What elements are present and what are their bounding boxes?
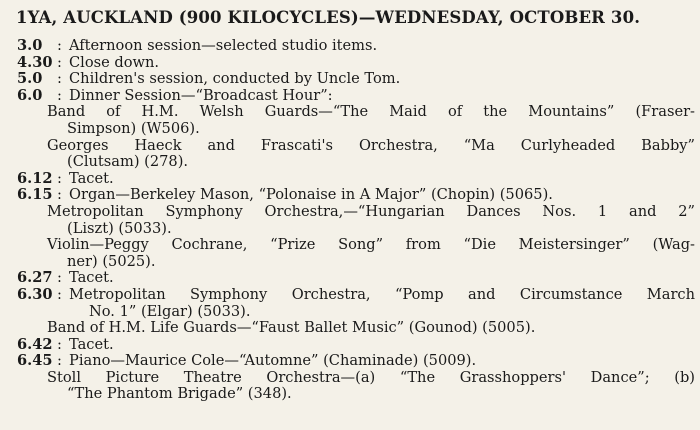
program-entry: [17, 71, 695, 88]
entry-text: Tacet.: [69, 169, 114, 187]
separator: :: [57, 70, 62, 88]
separator: :: [57, 186, 62, 204]
entry-text: Organ—Berkeley Mason, “Polonaise in A Major” (Chopin) (5065).: [69, 186, 553, 204]
time: 6.45: [17, 352, 53, 370]
sub-item-line: “The Phantom Brigade” (348).: [67, 385, 292, 403]
entry-text: Dinner Session—“Broadcast Hour”:: [69, 86, 333, 104]
entry-text: Tacet.: [69, 335, 114, 353]
program-entry: [17, 38, 695, 55]
sub-item-line: (Clutsam) (278).: [67, 153, 189, 171]
sub-item-line: Violin—Peggy Cochrane, “Prize Song” from “Die Meistersinger” (Wag-: [47, 236, 695, 254]
time: 5.0: [17, 70, 43, 88]
separator: :: [57, 169, 62, 187]
time: 6.42: [17, 335, 53, 353]
separator: :: [57, 335, 62, 353]
time: 6.12: [17, 169, 53, 187]
entry-text: Afternoon session—selected studio items.: [69, 37, 378, 54]
time: 6.27: [17, 269, 53, 287]
time: 4.30: [17, 53, 53, 71]
time: 6.30: [17, 285, 53, 303]
program-entry: [17, 337, 695, 354]
entry-body: [69, 287, 695, 320]
program-entry: [17, 270, 695, 287]
sub-item: [17, 204, 695, 237]
sub-item: [17, 237, 695, 270]
sub-item-line: ner) (5025).: [67, 252, 156, 270]
sub-item-line: Band of H.M. Welsh Guards—“The Maid of the Mountains” (Fraser-: [47, 103, 695, 121]
separator: :: [57, 269, 62, 287]
program-entry: [17, 353, 695, 370]
program-entry: [17, 171, 695, 188]
station-heading: 1YA, AUCKLAND (900 KILOCYCLES)—WEDNESDAY, OCTOBER 30.: [16, 8, 641, 27]
entry-text: No. 1” (Elgar) (5033).: [89, 302, 251, 320]
separator: :: [57, 285, 62, 303]
entry-text: Tacet.: [69, 269, 114, 287]
entry-text: Children's session, conducted by Uncle Tom.: [69, 70, 401, 88]
program-list: [17, 38, 695, 403]
sub-item: [17, 104, 695, 137]
entry-text: Metropolitan Symphony Orchestra, “Pomp and Circumstance March: [69, 285, 695, 303]
sub-item-line: Georges Haeck and Frascati's Orchestra, “Ma Curlyheaded Babby”: [47, 136, 695, 154]
separator: :: [57, 37, 62, 54]
sub-item-line: Metropolitan Symphony Orchestra,—“Hungarian Dances Nos. 1 and 2”: [47, 202, 695, 220]
program-entry: [17, 287, 695, 320]
time: 3.0: [17, 37, 43, 54]
time: 6.0: [17, 86, 43, 104]
separator: :: [57, 352, 62, 370]
sub-item-line: Band of H.M. Life Guards—“Faust Ballet Music” (Gounod) (5005).: [47, 319, 536, 337]
time: 6.15: [17, 186, 53, 204]
sub-item-line: Simpson) (W506).: [67, 119, 200, 137]
separator: :: [57, 53, 62, 71]
entry-text: Close down.: [69, 53, 160, 71]
sub-item-line: (Liszt) (5033).: [67, 219, 172, 237]
program-entry: [17, 88, 695, 105]
sub-item: [17, 138, 695, 171]
separator: :: [57, 86, 62, 104]
program-entry: [17, 187, 695, 204]
sub-item: [17, 370, 695, 403]
program-entry: [17, 55, 695, 72]
sub-item: [17, 320, 695, 337]
entry-text: Piano—Maurice Cole—“Automne” (Chaminade) (5009).: [69, 352, 477, 370]
sub-item-line: Stoll Picture Theatre Orchestra—(a) “The Grasshoppers' Dance”; (b): [47, 368, 695, 386]
